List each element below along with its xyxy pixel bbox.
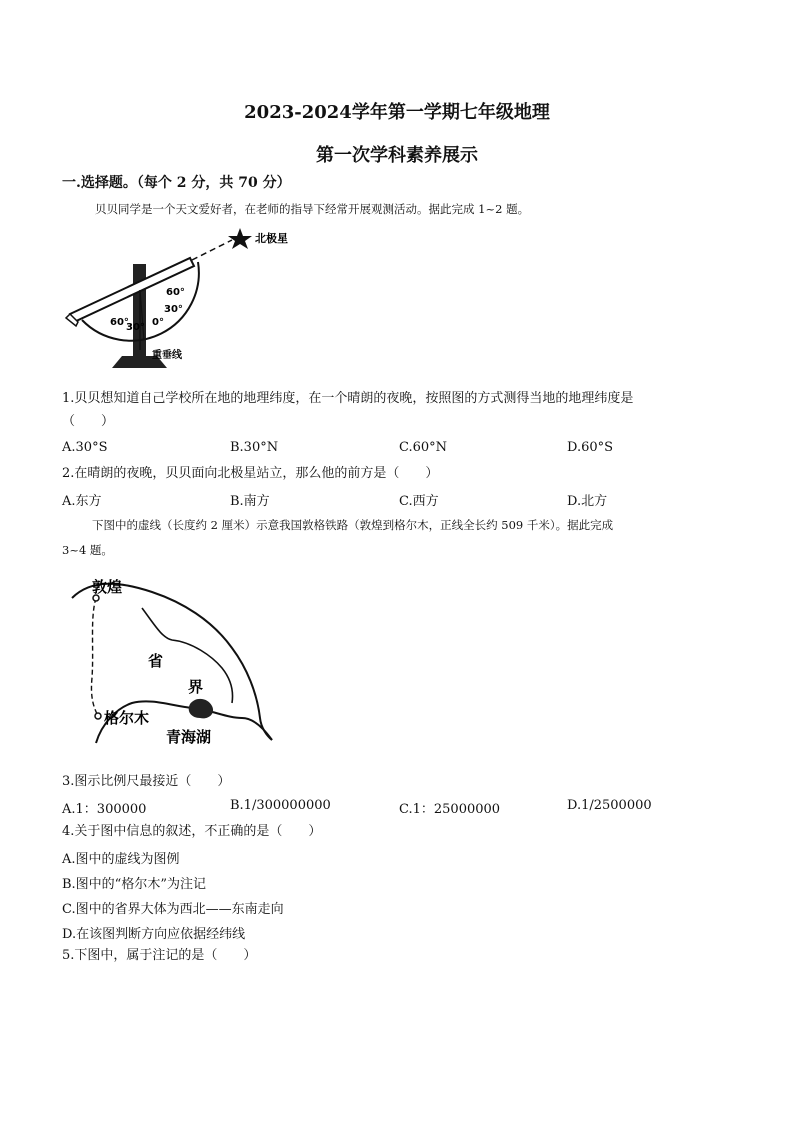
label-dunhuang: 敦煌 (92, 578, 123, 596)
q3-option-c[interactable]: C.1：25000000 (399, 802, 501, 817)
question-1-bracket: （ ） (62, 414, 115, 429)
label-qinghai-lake: 青海湖 (166, 728, 212, 746)
angle-30-left: 30° (126, 322, 145, 333)
q1-option-a[interactable]: A.30°S (62, 440, 108, 455)
label-geermu: 格尔木 (104, 709, 150, 727)
polaris-star-icon (228, 228, 252, 249)
plumb-line-label: 重垂线 (152, 350, 182, 361)
angle-30-right: 30° (164, 304, 183, 315)
q2-option-a[interactable]: A.东方 (62, 494, 102, 509)
q3-option-b[interactable]: B.1/300000000 (230, 798, 331, 813)
page-title: 2023-2024学年第一学期七年级地理 (244, 102, 550, 123)
q4-option-b[interactable]: B.图中的“格尔木”为注记 (62, 877, 206, 892)
q2-option-c[interactable]: C.西方 (399, 494, 439, 509)
label-jie: 界 (188, 678, 204, 696)
q3-option-a[interactable]: A.1：300000 (62, 802, 147, 817)
q4-option-d[interactable]: D.在该图判断方向应依据经纬线 (62, 927, 246, 942)
angle-60-left: 60° (110, 317, 129, 328)
railway-map-figure (62, 568, 284, 758)
intro-text-2-line1: 下图中的虚线（长度约 2 厘米）示意我国敦格铁路（敦煌到格尔木，正线全长约 509 千米）。据此完成 (92, 518, 614, 532)
q1-option-d[interactable]: D.60°S (567, 440, 614, 455)
q1-option-c[interactable]: C.60°N (399, 440, 448, 455)
qinghai-lake-icon (189, 699, 213, 718)
intro-text-2-line2: 3~4 题。 (62, 543, 113, 557)
q2-option-d[interactable]: D.北方 (567, 494, 608, 509)
question-1-stem: 1.贝贝想知道自己学校所在地的地理纬度，在一个晴朗的夜晚，按照图的方式测得当地的地理纬度是 (62, 391, 634, 406)
question-5-stem: 5.下图中，属于注记的是（ ） (62, 948, 257, 963)
question-2-stem: 2.在晴朗的夜晚，贝贝面向北极星站立，那么他的前方是（ ） (62, 466, 439, 481)
angle-60-right: 60° (166, 287, 185, 298)
question-3-stem: 3.图示比例尺最接近（ ） (62, 774, 231, 789)
q4-option-a[interactable]: A.图中的虚线为图例 (62, 852, 180, 867)
angle-0: 0° (152, 317, 164, 328)
q4-option-c[interactable]: C.图中的省界大体为西北——东南走向 (62, 902, 284, 917)
latitude-device-figure (62, 222, 302, 372)
question-4-stem: 4.关于图中信息的叙述，不正确的是（ ） (62, 824, 322, 839)
q3-option-d[interactable]: D.1/2500000 (567, 798, 652, 813)
section-heading: 一.选择题。（每个 2 分，共 70 分） (62, 175, 291, 191)
q1-option-b[interactable]: B.30°N (230, 440, 279, 455)
star-label: 北极星 (255, 232, 288, 245)
page-subtitle: 第一次学科素养展示 (316, 145, 478, 166)
intro-text-1: 贝贝同学是一个天文爱好者，在老师的指导下经常开展观测活动。据此完成 1~2 题。 (95, 202, 530, 216)
geermu-station-icon (95, 713, 101, 719)
label-sheng: 省 (148, 652, 164, 670)
q2-option-b[interactable]: B.南方 (230, 494, 270, 509)
